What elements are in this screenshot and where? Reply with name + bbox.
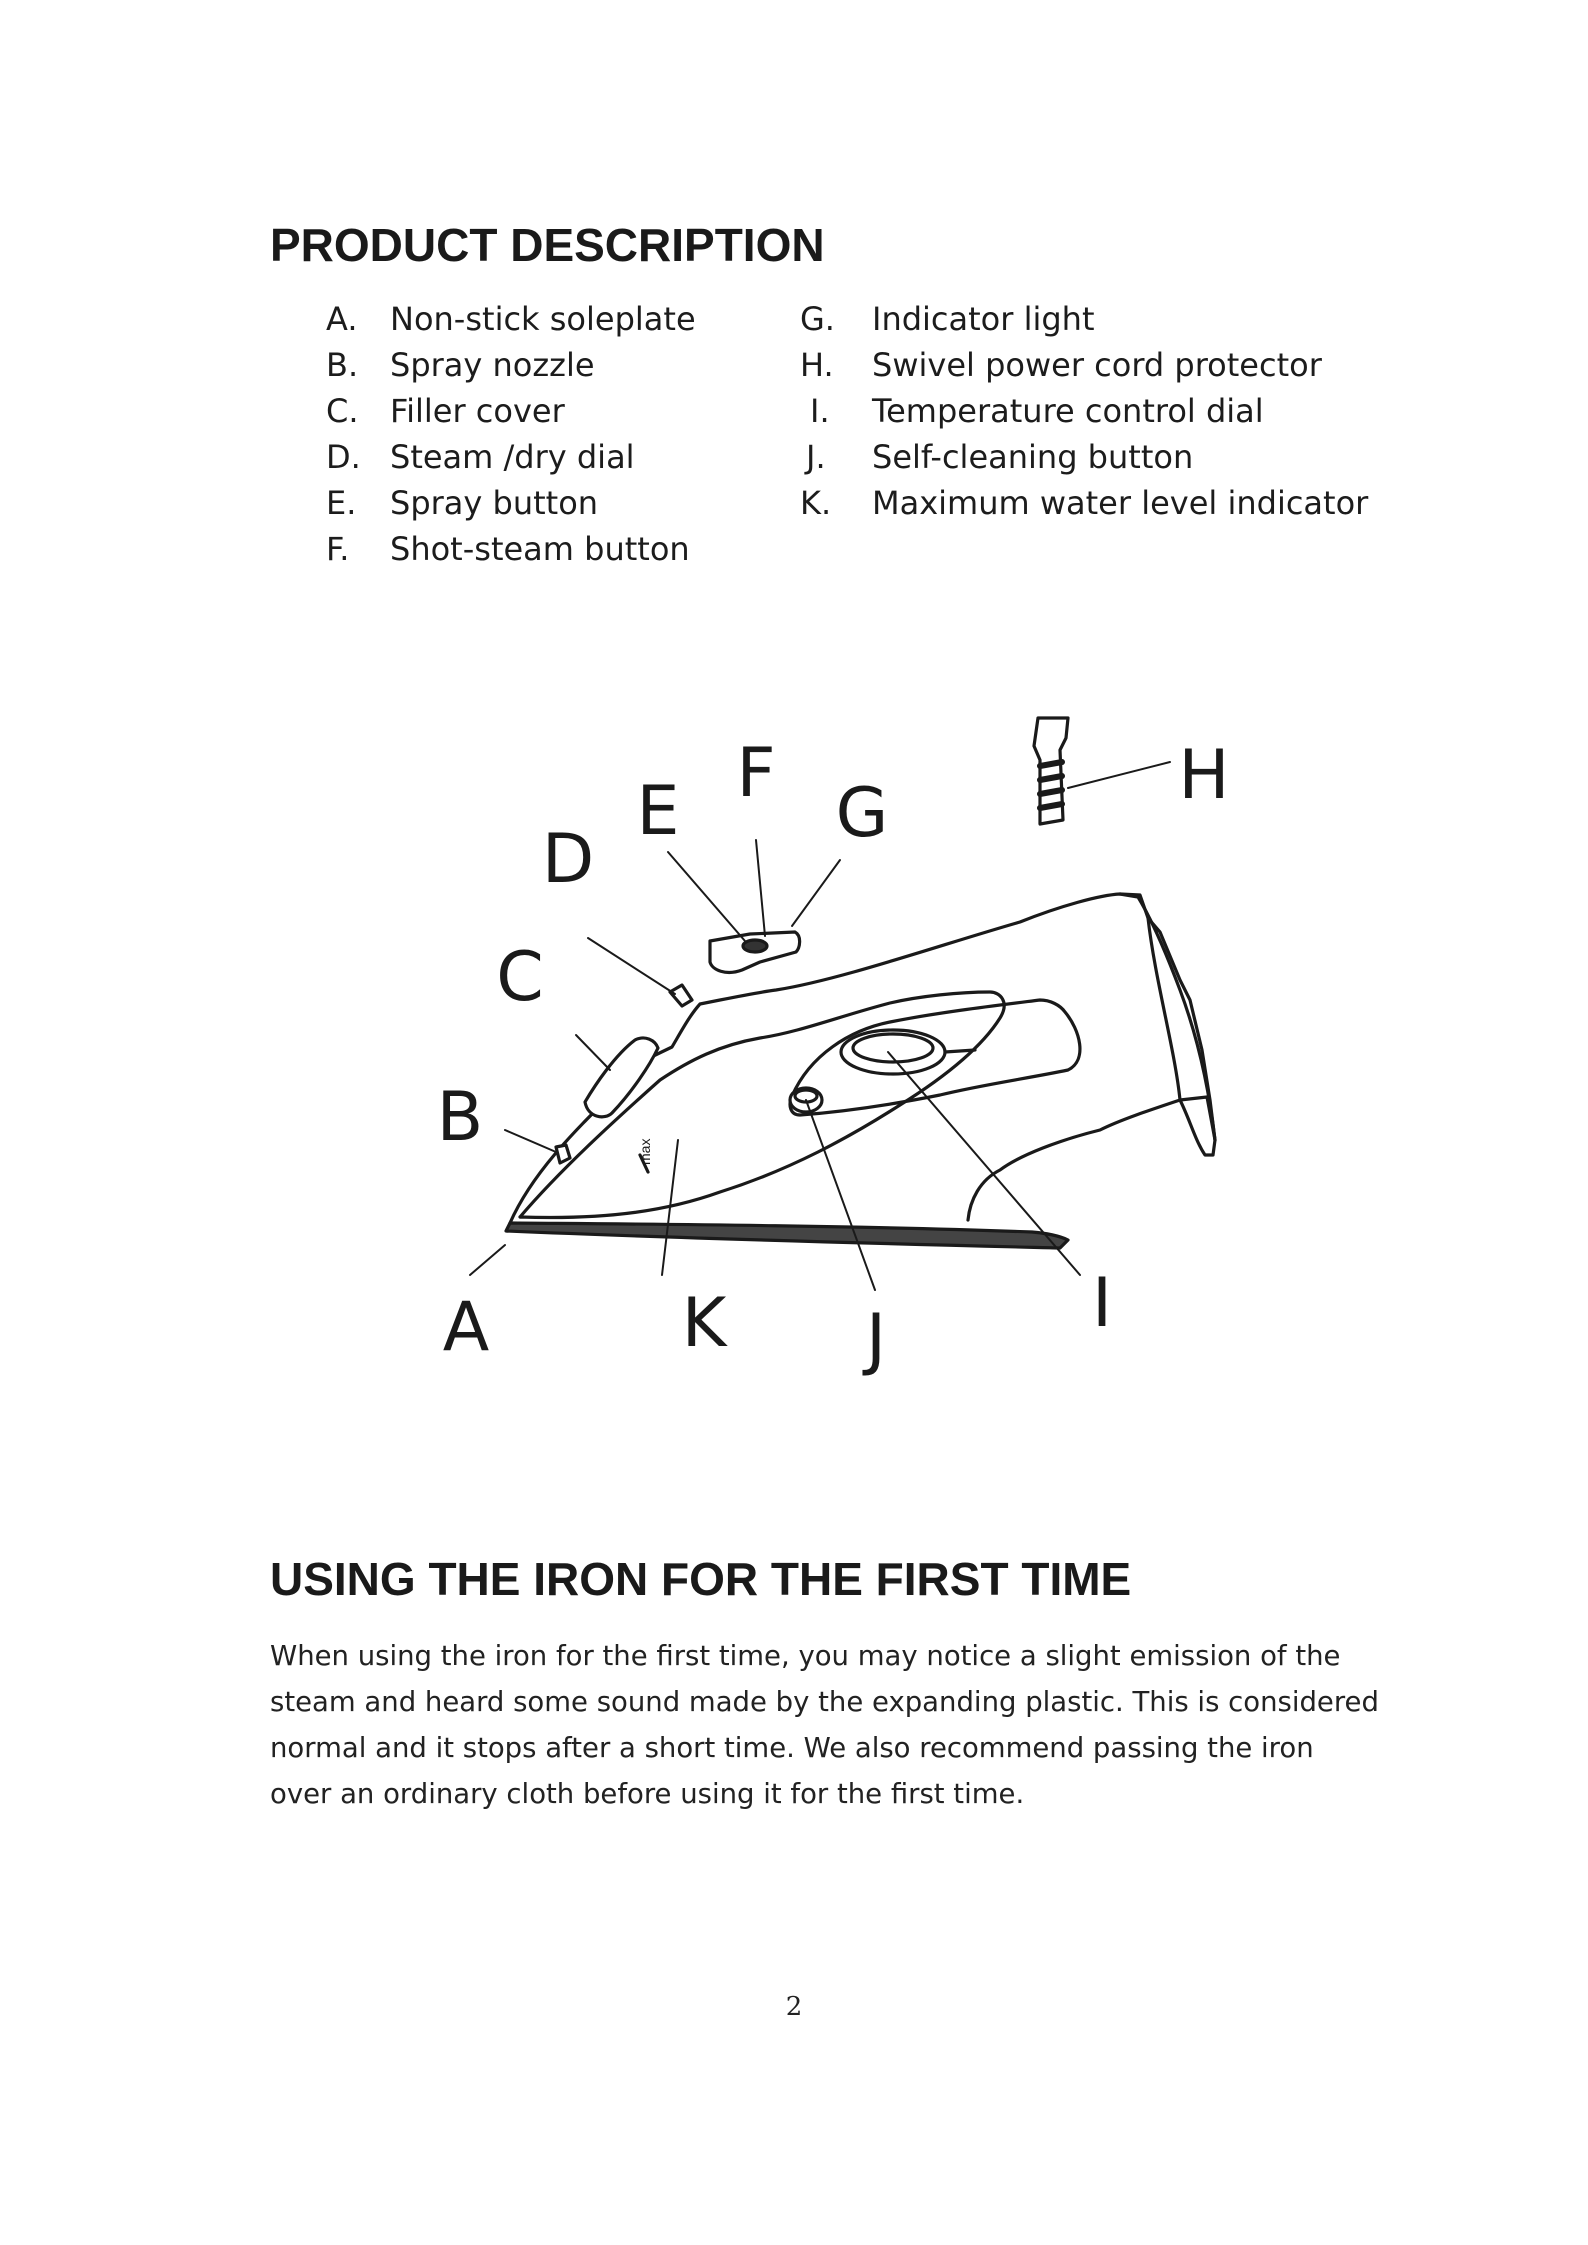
- part-letter: F.: [326, 530, 350, 568]
- leader-line-f: [756, 840, 765, 936]
- part-letter: J.: [806, 438, 826, 476]
- part-name: Temperature control dial: [872, 392, 1264, 430]
- filler-cover-shape: [585, 1038, 658, 1117]
- part-letter: K.: [800, 484, 832, 522]
- part-name: Shot-steam button: [390, 530, 690, 568]
- spray-nozzle-shape: [556, 1145, 570, 1163]
- part-letter: B.: [326, 346, 359, 384]
- diagram-label-i: I: [1091, 1264, 1113, 1343]
- diagram-label-e: E: [636, 772, 680, 851]
- part-name: Maximum water level indicator: [872, 484, 1369, 522]
- part-name: Spray button: [390, 484, 599, 522]
- iron-heel-line: [968, 918, 1180, 1220]
- diagram-label-j: J: [865, 1300, 887, 1379]
- section-title-first-time: USING THE IRON FOR THE FIRST TIME: [270, 1553, 1132, 1605]
- part-name: Filler cover: [390, 392, 565, 430]
- diagram-label-b: B: [436, 1078, 484, 1157]
- leader-line-g: [792, 860, 840, 926]
- part-letter: D.: [326, 438, 361, 476]
- part-name: Swivel power cord protector: [872, 346, 1322, 384]
- diagram-label-h: H: [1178, 736, 1230, 815]
- part-name: Indicator light: [872, 300, 1095, 338]
- leader-line-a: [470, 1245, 505, 1275]
- steam-dial-shape: [670, 985, 692, 1006]
- heel-rest-outline: [1180, 1097, 1215, 1155]
- part-letter: E.: [326, 484, 357, 522]
- leader-line-b: [505, 1130, 556, 1152]
- leader-line-h: [1068, 762, 1170, 788]
- diagram-label-g: G: [835, 774, 889, 853]
- part-name: Non-stick soleplate: [390, 300, 696, 338]
- first-time-paragraph-container: [270, 1633, 1380, 1817]
- leader-line-c: [576, 1035, 610, 1070]
- diagram-label-k: K: [681, 1284, 727, 1363]
- part-letter: C.: [326, 392, 359, 430]
- leader-line-e: [668, 852, 745, 941]
- soleplate-shape: [506, 1223, 1068, 1248]
- diagram-label-f: F: [736, 734, 776, 813]
- part-letter: G.: [800, 300, 835, 338]
- shot-steam-button-shape: [743, 940, 767, 952]
- first-time-paragraph: When using the iron for the first time, you may notice a slight emission of the steam and heard some sound made by the expanding plastic. This is considered normal and it stops after a short time. We also recommend passing the iron over an ordinary cloth before using it for the first time.: [270, 1640, 1379, 1810]
- part-letter: A.: [326, 300, 358, 338]
- leader-line-d: [588, 938, 675, 994]
- part-name: Self-cleaning button: [872, 438, 1194, 476]
- page-number: 2: [785, 1992, 803, 2022]
- iron-diagram: [420, 700, 1240, 1380]
- max-mark-text: max: [637, 1138, 653, 1165]
- diagram-label-c: C: [496, 938, 544, 1017]
- part-letter: H.: [800, 346, 834, 384]
- section-title-product-description: PRODUCT DESCRIPTION: [270, 219, 825, 271]
- diagram-label-a: A: [442, 1288, 490, 1367]
- part-name: Steam /dry dial: [390, 438, 635, 476]
- part-letter: I.: [810, 392, 830, 430]
- leader-line-j: [806, 1100, 875, 1290]
- diagram-label-d: D: [541, 820, 595, 899]
- dial-pointer: [945, 1050, 975, 1052]
- part-name: Spray nozzle: [390, 346, 595, 384]
